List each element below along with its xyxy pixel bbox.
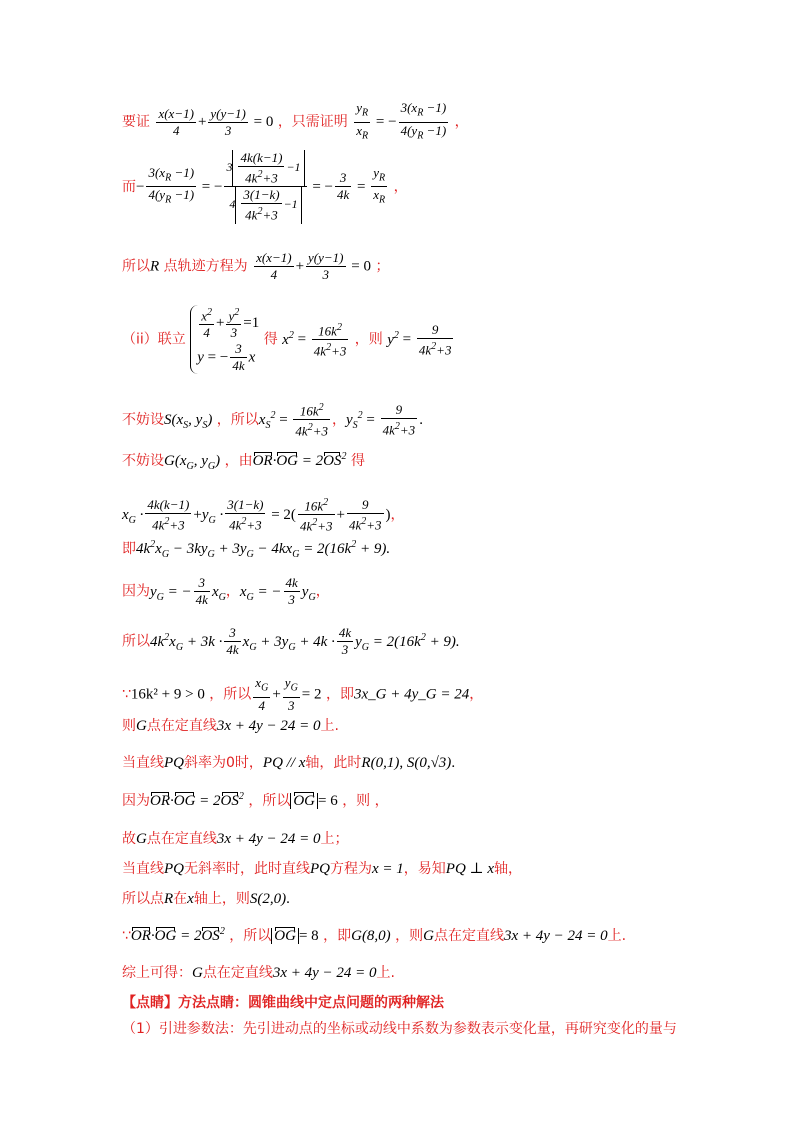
line-3: 所以R 点轨迹方程为 $\frac{x(x-1)}{4}$ + $\frac{y(y-1)}{3}$ = 0 ； [122, 250, 390, 282]
line-7: $x_G$ · $\frac{4k(k-1)}{4k^2+3}$ $+y_G$ · $\frac{3(1-k)}{4k^2+3}$ = 2( $\frac{16k^2}{4k^2+3}$ + $\frac{9}{4k^2+3}$ )， [122, 496, 405, 534]
equation: = 6 [318, 793, 338, 809]
fraction: $\frac{4k}{3}$ [338, 625, 352, 657]
text: 不妨设 [122, 453, 164, 469]
text: ，则 [354, 331, 383, 348]
text: 点在定直线 [146, 831, 217, 847]
equation-system: $\frac{x^2}{4}$ + $\frac{y^2}{3}$ =1 y = − $\frac{3}{4k}$ x [190, 305, 259, 374]
line-20-tip-heading [122, 992, 444, 1012]
line-5: 不妨设$S(x_S$, $y_S$) ，所以$x_S^2$ = $\frac{16k^2}{4k^2+3}$ ，$y_S^2$ = $\frac{9}{4k^2+3}$ . [122, 401, 423, 439]
text: 当直线 [122, 755, 164, 771]
text: ∵ [122, 928, 131, 944]
text: ，只需证明 [277, 114, 348, 131]
line-8: 即$4k^2x_G - 3ky_G + 3y_G - 4kx_G = 2(16k^2 + 9)$. [122, 539, 391, 560]
text: 轴上，则 [193, 891, 250, 907]
line-2: 而− $\frac{3(x_R -1)}{4(y_R -1)}$ = − 3 $\frac{4k(k-1)}{4k^2+3}$ −1 4 $\frac{3(1-k)}{4k^2+3}$ −1 = − $\frac{3}{4k}$ = $\frac{y_R}{x_R}$ ， [122, 150, 408, 223]
text: 轴， [494, 861, 523, 877]
text: 因为 [122, 793, 150, 809]
equation: 3x_G + 4y_G = 24 [353, 686, 470, 703]
text: 要证 [122, 114, 150, 131]
fraction: $\frac{y_R}{x_R}$ [356, 100, 369, 142]
text: 点在定直线 [202, 965, 273, 981]
fraction: $\frac{3}{4k}$ [336, 170, 350, 203]
text: ，由 [224, 453, 253, 469]
fraction: $\frac{9}{4k^2+3}$ [382, 401, 416, 437]
fraction: $\frac{y(y-1)}{3}$ [308, 250, 344, 282]
text: 不妨设 [122, 411, 164, 428]
fraction: $\frac{x(x-1)}{4}$ [158, 105, 194, 138]
text: ， [393, 178, 408, 195]
text: ， [225, 583, 240, 600]
text: 【点睛】方法点睛：圆锥曲线中定点问题的两种解法 [122, 995, 444, 1011]
equation: 3x + 4y − 24 = 0 [216, 718, 321, 734]
fraction: $\frac{9}{4k^2+3}$ [418, 321, 452, 357]
text: 上； [320, 831, 349, 847]
line-18: ∵OR·OG = $2OS^2$ ，所以 OG = 8 ，即G(8,0) ，则G点在定直线3x + 4y − 24 = 0上. [122, 926, 627, 944]
text: ，所以 [229, 928, 272, 944]
text: 在 [173, 891, 188, 907]
fraction: $\frac{16k^2}{4k^2+3}$ [313, 321, 347, 359]
text: 得 [350, 453, 365, 469]
equation: 3x + 4y − 24 = 0 [216, 831, 321, 847]
text: 点在定直线 [146, 718, 217, 734]
line-15: 故G点在定直线3x + 4y − 24 = 0上； [122, 831, 349, 847]
fraction: $\frac{x_G}{4}$ [255, 675, 269, 713]
text: ； [375, 258, 390, 275]
line-14: 因为$OR\cdot OG = 2OS^2$ ，所以 OG = 6 ，则 ， [122, 791, 389, 809]
line-19: 综上可得：G点在定直线3x + 4y − 24 = 0上. [122, 965, 395, 981]
text: 即 [122, 541, 136, 557]
text: 点轨迹方程为 [163, 258, 248, 275]
fraction: $\frac{y_R}{x_R}$ [373, 164, 386, 206]
line-6: 不妨设$G(x_G$, $y_G$) ，由$OR\cdot OG = 2OS^2$ 得 [122, 451, 365, 472]
text: ，易知 [403, 861, 446, 877]
point: R(0,1) [361, 755, 400, 771]
fraction: $\frac{9}{4k^2+3}$ [348, 496, 382, 532]
fraction: $\frac{3(x_R -1)}{4(y_R -1)}$ [400, 100, 447, 142]
line-16: 当直线PQ无斜率时，此时直线PQ方程为x = 1，易知PQ ⊥ x轴， [122, 861, 523, 877]
text: ，所以 [209, 686, 252, 703]
fraction: $\frac{y(y-1)}{3}$ [210, 105, 246, 138]
text: 点在定直线 [433, 928, 504, 944]
text: （ii）联立 [122, 331, 186, 348]
inequality: 16k² + 9 > 0 [130, 686, 205, 703]
text: ， [454, 114, 469, 131]
fraction: $\frac{x(x-1)}{4}$ [256, 250, 292, 282]
text: （1）引进参数法：先引进动点的坐标或动线中系数为参数表示变化量，再研究变化的量与 [122, 1021, 677, 1037]
equation: x = 1 [372, 861, 404, 877]
line-4: （ii）联立 $\frac{x^2}{4}$ + $\frac{y^2}{3}$ =1 y = − $\frac{3}{4k}$ x 得 $x^2$ = $\frac{16k^2}{4k^2+3}$ ，则 $y^2$ = $\frac{9}{4k^2+3}$ [122, 307, 452, 374]
text: 因为 [122, 583, 150, 600]
fraction: $\frac{3}{4k}$ [195, 575, 208, 607]
text: ，所以 [248, 793, 291, 809]
line-21 [122, 1018, 677, 1038]
text: 斜率为0时， [184, 755, 263, 771]
text: ，所以 [216, 411, 259, 428]
text: ，即 [323, 928, 352, 944]
fraction: $\frac{4k}{3}$ [285, 575, 298, 607]
text: 轴，此时 [305, 755, 362, 771]
text: 所以 [122, 258, 150, 275]
text: ，则 ， [342, 793, 389, 809]
text: ， [331, 411, 346, 428]
text: ，即 [325, 686, 354, 703]
text: 上. [320, 718, 339, 734]
point: S(0,√3) [406, 755, 452, 771]
text: 则 [122, 718, 136, 734]
text: ，则 [395, 928, 424, 944]
text: 故 [122, 831, 136, 847]
equation: = 2 [301, 686, 322, 703]
fraction: $\frac{16k^2}{4k^2+3}$ [295, 402, 328, 439]
line-17: 所以点R在x轴上，则S(2,0). [122, 891, 290, 907]
line-13: 当直线PQ斜率为0时，PQ // x轴，此时R(0,1), S(0,√3). [122, 755, 456, 771]
text: 无斜率时，此时直线 [184, 861, 310, 877]
text: 所以点 [122, 891, 164, 907]
text: 综上可得： [122, 965, 192, 981]
line-10: 所以$4k^2x_G + 3k$ · $\frac{3}{4k}$ $x_G + 3y_G + 4k$ · $\frac{4k}{3}$ $y_G = 2(16k^2 + 9)$. [122, 625, 460, 657]
fraction: $\frac{y_G}{3}$ [284, 675, 298, 713]
text: 上. [607, 928, 627, 944]
line-9: 因为$y_G$ = − $\frac{3}{4k}$ $x_G$，$x_G$ = − $\frac{4k}{3}$ $y_G$， [122, 575, 330, 607]
text: 当直线 [122, 861, 164, 877]
equation: 3x + 4y − 24 = 0 [272, 965, 377, 981]
line-11: ∵16k² + 9 > 0 ，所以 $\frac{x_G}{4}$ + $\frac{y_G}{3}$ = 2 ，即3x_G + 4y_G = 24， [122, 675, 484, 713]
fraction: $\frac{4k(k-1)}{4k^2+3}$ [147, 496, 190, 532]
text: 而 [122, 178, 136, 195]
fraction: $\frac{16k^2}{4k^2+3}$ [299, 497, 333, 534]
text: ， [469, 686, 484, 703]
text: ∵ [122, 686, 131, 703]
equation: = 8 [298, 928, 319, 944]
text: 得 [263, 331, 278, 348]
equation: 3x + 4y − 24 = 0 [503, 928, 608, 944]
text: 所以 [122, 633, 150, 650]
fraction: $\frac{3}{4k}$ [226, 625, 239, 657]
fraction: $\frac{3(1-k)}{4k^2+3}$ [227, 496, 264, 532]
point: S(2,0) [249, 891, 287, 907]
text: 上. [376, 965, 395, 981]
text: 方程为 [330, 861, 372, 877]
fraction: $\frac{3(x_R -1)}{4(y_R -1)}$ [148, 164, 195, 206]
point: G(8,0) [351, 928, 391, 944]
fraction-compound: 3 $\frac{4k(k-1)}{4k^2+3}$ −1 4 $\frac{3(1-k)}{4k^2+3}$ −1 [224, 150, 306, 224]
line-1: 要证 $\frac{x(x-1)}{4}$ + $\frac{y(y-1)}{3}$ = 0 ，只需证明 $\frac{y_R}{x_R}$ = − $\frac{3(x_R -1)}{4(y_R -1)}$ ， [122, 100, 469, 144]
line-12: 则G点在定直线3x + 4y − 24 = 0上. [122, 718, 339, 734]
